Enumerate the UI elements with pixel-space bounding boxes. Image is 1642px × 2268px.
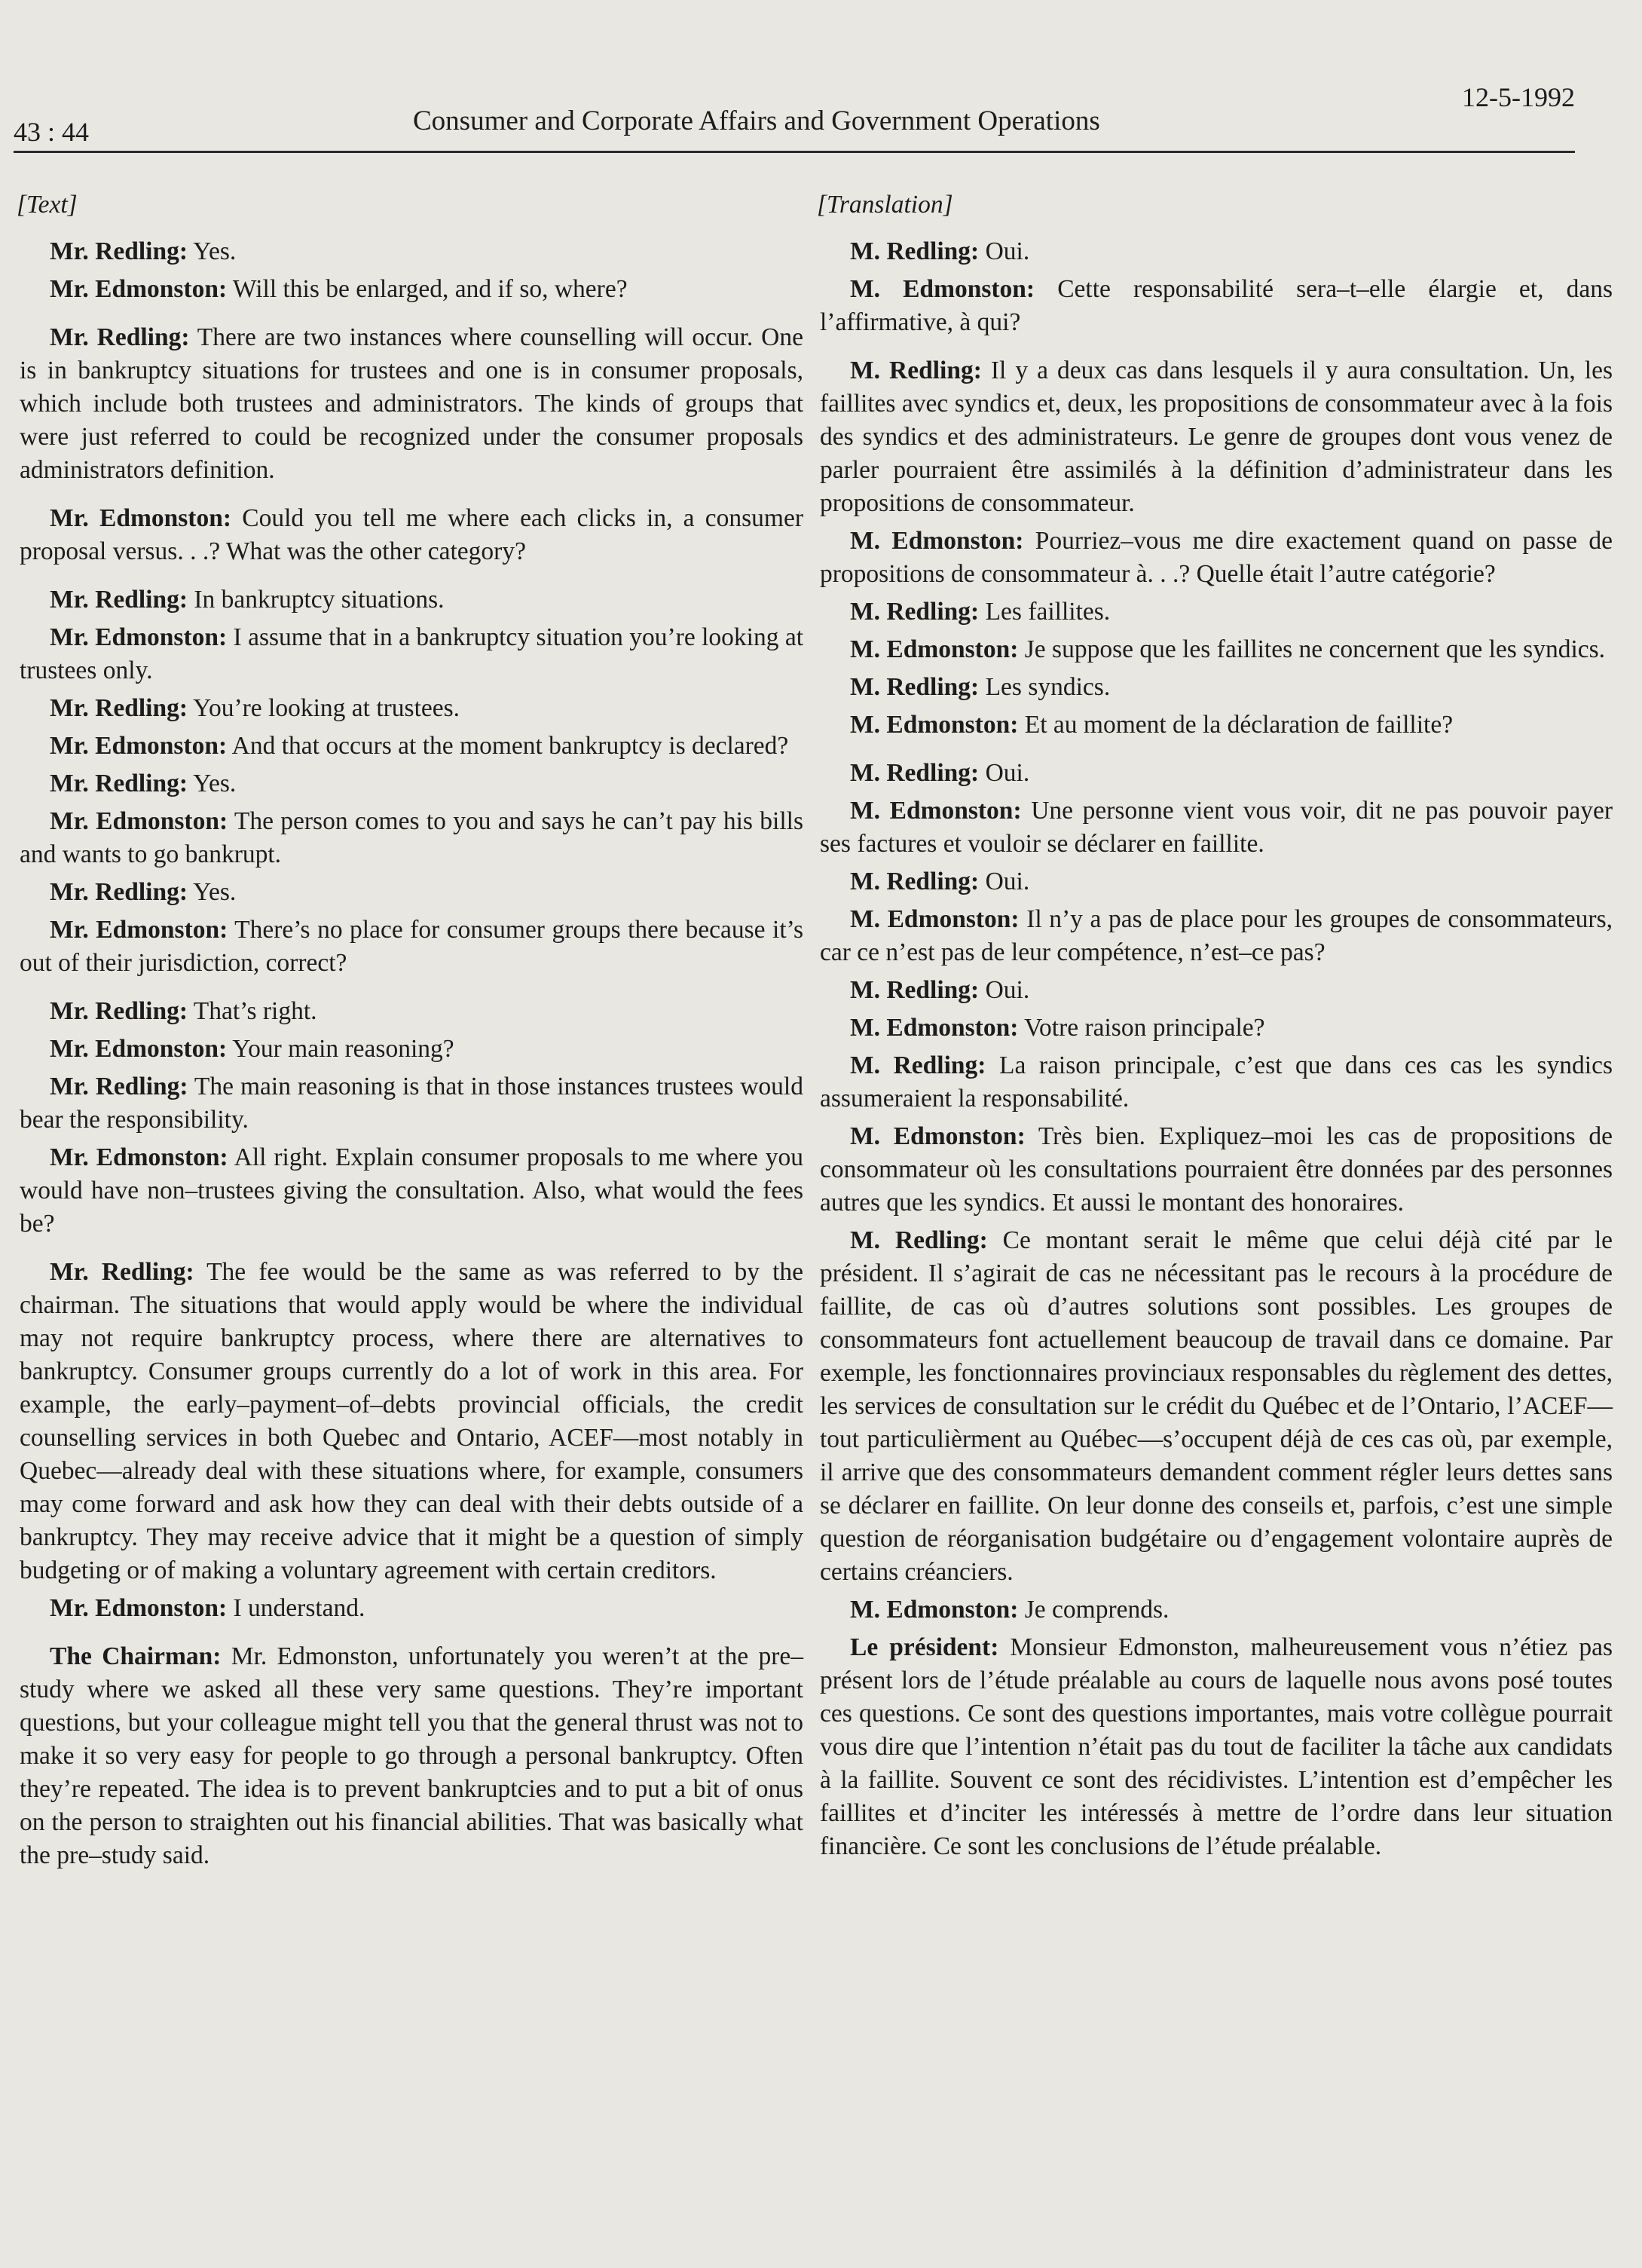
transcript-paragraph <box>820 354 1613 520</box>
speech-text: Yes. <box>188 770 237 797</box>
speaker-name: Mr. Redling: <box>50 997 188 1025</box>
speech-text: Je suppose que les faillites ne concernent que les syndics. <box>1018 635 1606 663</box>
speech-text: In bankruptcy situations. <box>188 586 445 614</box>
speaker-name: M. Redling: <box>850 1226 988 1254</box>
speaker-name: Mr. Redling: <box>50 878 188 906</box>
speech-text: And that occurs at the moment bankruptcy is declared? <box>227 732 789 760</box>
transcript-paragraph <box>20 692 803 725</box>
speaker-name: M. Redling: <box>850 759 980 787</box>
french-column <box>817 188 1613 1868</box>
speech-text: Mr. Edmonston, unfortunately you weren’t at the pre–study where we asked all these very same questions. They’re important questions, but your colleague might tell you that the general thrust was not to make it so very easy for people to go through a personal bankruptcy. Often they’re repeated. The idea is to prevent bankruptcies and to put a bit of onus on the person to straighten out his financial abilities. That was basically what the pre–study said. <box>20 1642 803 1869</box>
english-column <box>17 188 804 1877</box>
transcript-paragraph <box>820 865 1613 898</box>
speaker-name: M. Redling: <box>850 976 980 1004</box>
speech-text: Il y a deux cas dans lesquels il y aura consultation. Un, les faillites avec syndics et, deux, les propositions de consommateur avec à la fois des syndics et des administrateurs. Le genre de groupes dont vous venez de parler pourraient être assimilés à la définition d’administrateur dans les propositions de consommateur. <box>820 357 1613 517</box>
transcript-paragraph <box>20 321 803 487</box>
speaker-name: M. Edmonston: <box>850 1014 1019 1042</box>
speaker-name: The Chairman: <box>50 1642 222 1670</box>
speech-text: Je comprends. <box>1018 1596 1170 1624</box>
speaker-name: M. Redling: <box>850 1051 986 1079</box>
speaker-name: M. Redling: <box>850 237 980 265</box>
transcript-paragraph <box>20 730 803 763</box>
speech-text: La raison principale, c’est que dans ces cas les syndics assumeraient la responsabilité. <box>820 1051 1613 1113</box>
transcript-paragraph <box>820 1224 1613 1589</box>
transcript-paragraph <box>820 273 1613 339</box>
speaker-name: Mr. Redling: <box>50 323 190 351</box>
speech-text: Yes. <box>188 878 237 906</box>
transcript-paragraph <box>820 633 1613 666</box>
speaker-name: Mr. Edmonston: <box>50 623 228 651</box>
transcript-paragraph <box>820 1012 1613 1045</box>
speech-text: The person comes to you and says he can’t pay his bills and wants to go bankrupt. <box>20 807 803 868</box>
running-title: Consumer and Corporate Affairs and Government Operations <box>413 106 1100 136</box>
speech-text: Yes. <box>188 237 237 265</box>
speech-text: That’s right. <box>188 997 317 1025</box>
speech-text: Cette responsabilité sera–t–elle élargie et, dans l’affirmative, à qui? <box>820 275 1613 336</box>
speaker-name: M. Redling: <box>850 673 980 701</box>
speaker-name: M. Edmonston: <box>850 905 1020 933</box>
speech-text: Votre raison principale? <box>1018 1014 1265 1042</box>
speaker-name: M. Edmonston: <box>850 797 1022 825</box>
transcript-paragraph <box>20 621 803 687</box>
transcript-paragraph <box>820 525 1613 591</box>
speech-text: Could you tell me where each clicks in, a consumer proposal versus. . .? What was the other category? <box>20 504 804 565</box>
speaker-name: Mr. Edmonston: <box>50 1594 228 1622</box>
transcript-paragraph <box>20 273 803 306</box>
speech-text: I understand. <box>227 1594 365 1622</box>
transcript-paragraph <box>820 1631 1613 1863</box>
transcript-paragraph <box>20 876 803 909</box>
transcript-paragraph <box>20 995 803 1028</box>
speaker-name: M. Edmonston: <box>850 275 1035 303</box>
transcript-paragraph <box>820 974 1613 1007</box>
speech-text: Les syndics. <box>979 673 1111 701</box>
transcript-paragraph <box>20 1141 803 1241</box>
speech-text: There are two instances where counselling will occur. One is in bankruptcy situations for trustees and one is in consumer proposals, which include both trustees and administrators. The kinds of groups that were just referred to could be recognized under the consumer proposals administrators definition. <box>20 323 803 484</box>
speaker-name: M. Redling: <box>850 357 982 384</box>
speech-text: Will this be enlarged, and if so, where? <box>227 275 628 303</box>
speaker-name: Mr. Edmonston: <box>50 504 232 532</box>
speech-text: The main reasoning is that in those instances trustees would bear the responsibility. <box>20 1073 803 1134</box>
speech-text: Oui. <box>979 868 1030 895</box>
speaker-name: Mr. Redling: <box>50 586 188 614</box>
transcript-paragraph <box>20 235 803 268</box>
transcript-paragraph <box>820 903 1613 969</box>
transcript-paragraph <box>820 235 1613 268</box>
transcript-paragraph <box>20 767 803 800</box>
transcript-paragraph <box>820 757 1613 790</box>
speaker-name: M. Edmonston: <box>850 711 1019 739</box>
speech-text: Oui. <box>979 237 1030 265</box>
transcript-paragraph <box>20 502 803 568</box>
transcript-paragraph <box>820 709 1613 742</box>
transcript-paragraph <box>820 1593 1613 1627</box>
column-label: [Text] <box>17 191 78 219</box>
column-label: [Translation] <box>817 191 953 219</box>
transcript-paragraph <box>20 1070 803 1137</box>
speech-text: The fee would be the same as was referred to by the chairman. The situations that would apply would be where the individual may not require bankruptcy process, where there are alternatives to bankruptcy. Consumer groups currently do a lot of work in this area. For example, the early–payment–of–debts provincial officials, the credit counselling services in both Quebec and Ontario, ACEF—most notably in Quebec—already deal with these situations where, for example, consumers may come forward and ask how they can deal with their debts outside of a bankruptcy. They may receive advice that it might be a question of simply budgeting or of making a voluntary agreement with certain creditors. <box>20 1258 803 1584</box>
speech-text: There’s no place for consumer groups there because it’s out of their jurisdiction, correct? <box>20 916 803 977</box>
speech-text: You’re looking at trustees. <box>188 694 460 722</box>
speaker-name: Mr. Redling: <box>50 1258 194 1286</box>
speaker-name: Mr. Edmonston: <box>50 732 228 760</box>
page-number: 43 : 44 <box>14 117 90 147</box>
speech-text: All right. Explain consumer proposals to me where you would have non–trustees giving the consultation. Also, what would the fees be? <box>20 1143 804 1238</box>
speaker-name: Mr. Edmonston: <box>50 807 228 835</box>
speech-text: I assume that in a bankruptcy situation you’re looking at trustees only. <box>20 623 803 684</box>
speaker-name: Mr. Edmonston: <box>50 1035 228 1063</box>
transcript-paragraph <box>820 1120 1613 1220</box>
speaker-name: M. Edmonston: <box>850 635 1019 663</box>
speaker-name: M. Redling: <box>850 598 980 626</box>
speaker-name: Mr. Edmonston: <box>50 916 228 944</box>
speech-text: Et au moment de la déclaration de faillite? <box>1018 711 1454 739</box>
speech-text: Oui. <box>979 759 1030 787</box>
transcript-paragraph <box>20 1033 803 1066</box>
transcript-paragraph <box>20 1640 803 1872</box>
speaker-name: M. Redling: <box>850 868 980 895</box>
transcript-paragraph <box>20 805 803 871</box>
page-date: 12-5-1992 <box>1462 82 1575 112</box>
speech-text: Oui. <box>979 976 1030 1004</box>
speaker-name: Mr. Edmonston: <box>50 275 228 303</box>
speech-text: Ce montant serait le même que celui déjà cité par le président. Il s’agirait de cas ne nécessitant pas le recours à la procédure de faillite, de cas où d’autres solutions sont possibles. Les groupes de consommateurs font actuellement beaucoup de travail dans ce domaine. Par exemple, les fonctionnaires provinciaux responsables du règlement des dettes, les services de consultation sur le crédit du Québec et de l’Ontario, l’ACEF—tout particulièrment au Québec—s’occupent déjà de ces cas où, par exemple, il arrive que des consommateurs demandent comment régler leurs dettes sans se déclarer en faillite. On leur donne des conseils et, parfois, c’est une simple question de réorganisation budgétaire ou d’engagement volontaire auprès de certains créanciers. <box>820 1226 1613 1586</box>
speech-text: Très bien. Expliquez–moi les cas de propositions de consommateur où les consultations pourraient être données par des personnes autres que les syndics. Et aussi le montant des honoraires. <box>820 1122 1613 1217</box>
speech-text: Your main reasoning? <box>227 1035 454 1063</box>
transcript-paragraph <box>820 671 1613 704</box>
transcript-paragraph <box>20 914 803 980</box>
speaker-name: Mr. Edmonston: <box>50 1143 228 1171</box>
transcript-paragraph <box>20 1256 803 1587</box>
transcript-paragraph <box>20 583 803 617</box>
transcript-paragraph <box>820 1049 1613 1116</box>
speech-text: Monsieur Edmonston, malheureusement vous n’étiez pas présent lors de l’étude préalable au cours de laquelle nous avons posé toutes ces questions. Ce sont des questions importantes, mais votre collègue pourrait vous dire que l’intention n’était pas du tout de faciliter la tâche aux candidats à la faillite. Souvent ce sont des récidivistes. L’intention est d’empêcher les faillites et d’inciter les intéressés à mettre de l’ordre dans leur situation financière. Ce sont les conclusions de l’étude préalable. <box>820 1633 1613 1860</box>
speaker-name: M. Edmonston: <box>850 1596 1019 1624</box>
speaker-name: Mr. Redling: <box>50 1073 188 1100</box>
transcript-paragraph <box>20 1592 803 1625</box>
speaker-name: Mr. Redling: <box>50 770 188 797</box>
speech-text: Il n’y a pas de place pour les groupes de consommateurs, car ce n’est pas de leur compétence, n’est–ce pas? <box>820 905 1613 966</box>
speech-text: Une personne vient vous voir, dit ne pas pouvoir payer ses factures et vouloir se déclarer en faillite. <box>820 797 1613 858</box>
speaker-name: M. Edmonston: <box>850 1122 1026 1150</box>
speech-text: Les faillites. <box>979 598 1111 626</box>
page-header <box>14 81 1575 153</box>
speaker-name: Le président: <box>850 1633 999 1661</box>
speaker-name: M. Edmonston: <box>850 527 1024 555</box>
speaker-name: Mr. Redling: <box>50 237 188 265</box>
transcript-paragraph <box>820 794 1613 861</box>
transcript-paragraph <box>820 595 1613 629</box>
speaker-name: Mr. Redling: <box>50 694 188 722</box>
speech-text: Pourriez–vous me dire exactement quand on passe de propositions de consommateur à. . .? Quelle était l’autre catégorie? <box>820 527 1613 588</box>
